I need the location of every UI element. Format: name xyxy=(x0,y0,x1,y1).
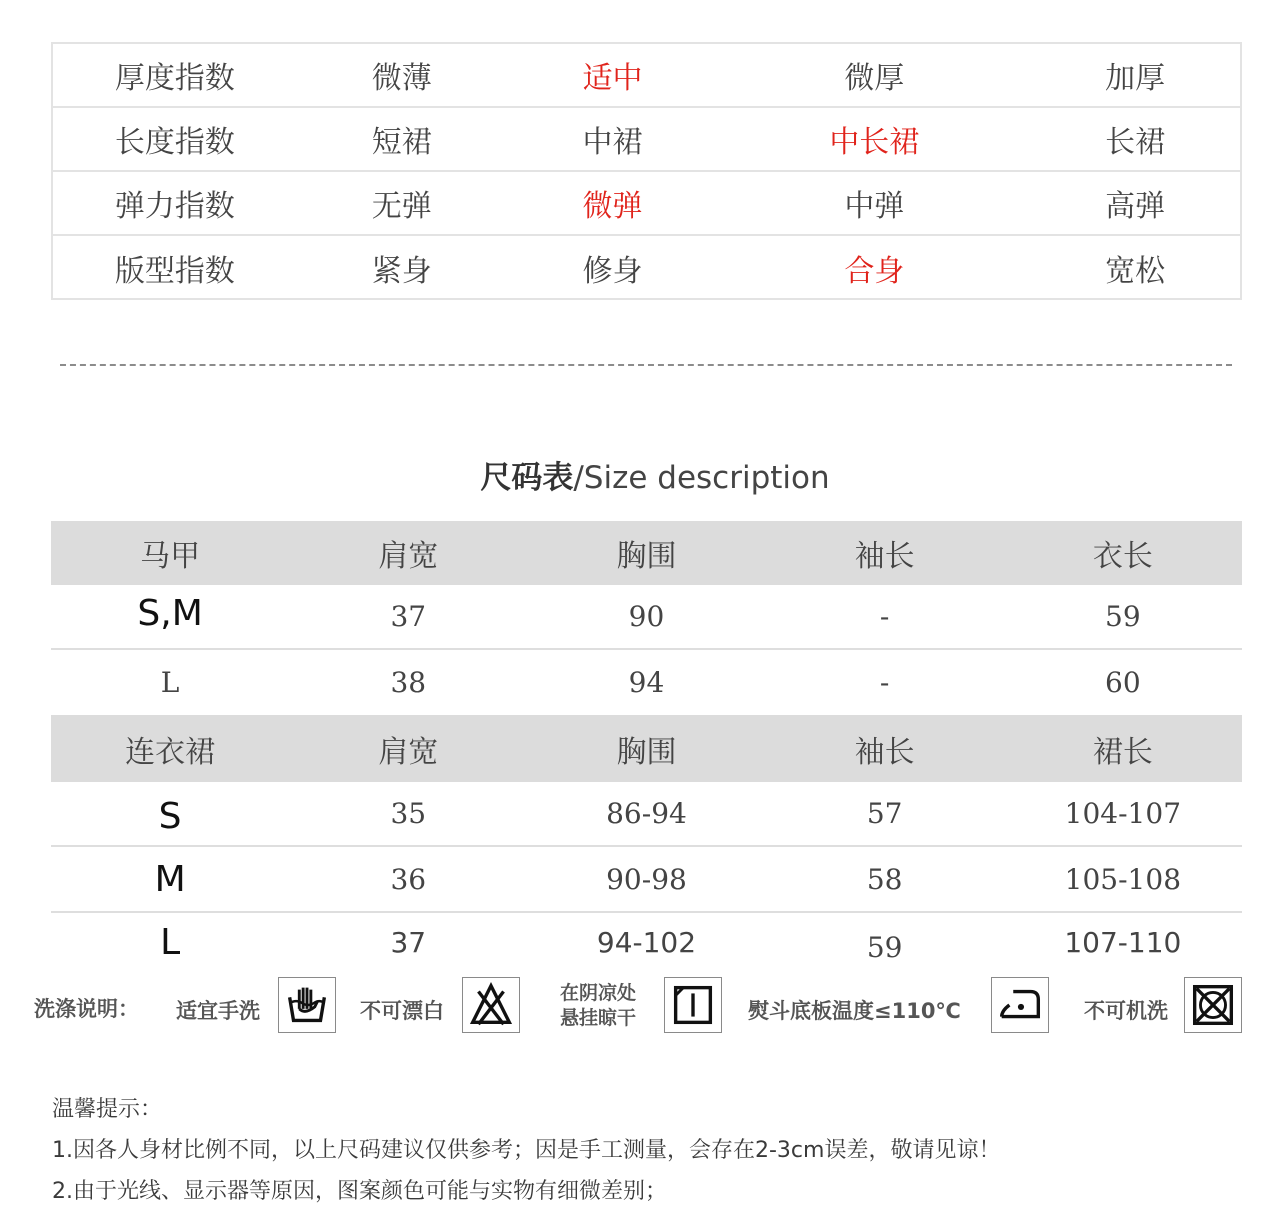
wash-label: 不可机洗 xyxy=(1084,999,1168,1023)
index-option: 短裙 xyxy=(371,125,432,160)
wash-label-line: 悬挂晾干 xyxy=(560,1007,637,1029)
tip-item: 1.因各人身材比例不同，以上尺码建议仅供参考；因是手工测量，会存在2-3cm误差，敬请见谅！ xyxy=(52,1138,1001,1163)
table-cell: 59 xyxy=(866,930,903,964)
index-option: 微厚 xyxy=(844,61,905,96)
index-option: 中裙 xyxy=(582,125,643,160)
index-option: 高弹 xyxy=(1105,189,1166,224)
index-option: 无弹 xyxy=(371,189,432,224)
section-divider xyxy=(60,364,1232,366)
index-option-selected: 合身 xyxy=(844,254,905,289)
tips-section xyxy=(52,1092,1000,1215)
wash-label-line: 在阴凉处 xyxy=(560,982,637,1004)
size-cell: L xyxy=(160,666,180,699)
header-cell: 胸围 xyxy=(616,734,677,770)
table-row xyxy=(51,650,1242,715)
no-machine-wash-icon xyxy=(1184,977,1242,1033)
table-cell: 36 xyxy=(390,862,427,896)
index-option: 宽松 xyxy=(1105,254,1166,289)
header-cell: 肩宽 xyxy=(378,734,439,770)
wash-label: 不可漂白 xyxy=(360,999,444,1023)
elasticity-index-row xyxy=(53,172,1240,236)
header-cell: 袖长 xyxy=(854,539,915,574)
index-option: 紧身 xyxy=(371,254,432,289)
index-option: 加厚 xyxy=(1105,61,1166,96)
size-table-title xyxy=(0,452,1280,497)
fabric-index-table xyxy=(51,42,1242,300)
table-cell: 37 xyxy=(390,600,427,633)
size-table xyxy=(51,521,1242,971)
table-cell: 90 xyxy=(628,600,665,633)
dress-header-row xyxy=(51,715,1242,782)
index-label: 厚度指数 xyxy=(114,61,235,96)
index-option: 中弹 xyxy=(844,189,905,224)
table-cell: 94-102 xyxy=(596,925,697,959)
size-title-cn: 尺码表 xyxy=(480,460,574,496)
table-row xyxy=(51,913,1242,971)
no-bleach-icon xyxy=(462,977,520,1033)
index-option-selected: 适中 xyxy=(582,61,643,96)
table-cell: 60 xyxy=(1105,666,1141,699)
wash-label: 熨斗底板温度≤110℃ xyxy=(748,999,961,1023)
line-dry-shade-icon xyxy=(664,977,722,1033)
table-cell: 105-108 xyxy=(1064,862,1182,896)
index-option: 长裙 xyxy=(1105,125,1166,160)
wash-label: 适宜手洗 xyxy=(176,999,260,1023)
fit-index-row xyxy=(53,236,1240,300)
index-option: 修身 xyxy=(582,254,643,289)
index-label: 弹力指数 xyxy=(114,189,235,224)
header-cell: 肩宽 xyxy=(378,539,439,574)
size-cell: S xyxy=(158,796,182,837)
header-cell: 胸围 xyxy=(616,539,677,574)
size-cell: L xyxy=(160,921,181,963)
size-cell: M xyxy=(154,858,186,900)
table-cell: 104-107 xyxy=(1064,797,1182,830)
table-cell: 58 xyxy=(866,862,903,896)
vest-header-row xyxy=(51,521,1242,585)
size-cell: S,M xyxy=(137,593,203,634)
header-cell: 连衣裙 xyxy=(125,734,216,770)
table-row xyxy=(51,847,1242,913)
table-cell: - xyxy=(879,600,890,633)
table-row xyxy=(51,585,1242,650)
index-label: 版型指数 xyxy=(114,254,235,289)
tip-item: 2.由于光线、显示器等原因，图案颜色可能与实物有细微差别； xyxy=(52,1179,667,1204)
header-cell: 马甲 xyxy=(140,539,201,574)
index-option: 微薄 xyxy=(371,61,432,96)
index-option-selected: 中长裙 xyxy=(829,125,920,160)
tips-title: 温馨提示： xyxy=(52,1097,163,1122)
hand-wash-icon xyxy=(278,977,336,1033)
index-label: 长度指数 xyxy=(114,125,235,160)
table-cell: 59 xyxy=(1105,600,1141,633)
washing-instructions xyxy=(0,975,1280,1037)
table-cell: 37 xyxy=(390,925,427,959)
table-row xyxy=(51,782,1242,847)
header-cell: 裙长 xyxy=(1092,734,1153,770)
index-option-selected: 微弹 xyxy=(582,189,643,224)
length-index-row xyxy=(53,108,1240,172)
table-cell: 35 xyxy=(390,797,427,830)
header-cell: 袖长 xyxy=(854,734,915,770)
table-cell: 107-110 xyxy=(1064,925,1182,959)
table-cell: 94 xyxy=(628,666,665,699)
iron-low-icon xyxy=(991,977,1049,1033)
table-cell: 86-94 xyxy=(606,797,687,830)
table-cell: 90-98 xyxy=(606,862,687,896)
thickness-index-row xyxy=(53,44,1240,108)
washing-title: 洗涤说明： xyxy=(34,997,139,1021)
header-cell: 衣长 xyxy=(1092,539,1153,574)
table-cell: - xyxy=(879,666,890,699)
size-title-en: /Size description xyxy=(573,460,830,496)
table-cell: 38 xyxy=(390,666,427,699)
table-cell: 57 xyxy=(866,797,903,830)
